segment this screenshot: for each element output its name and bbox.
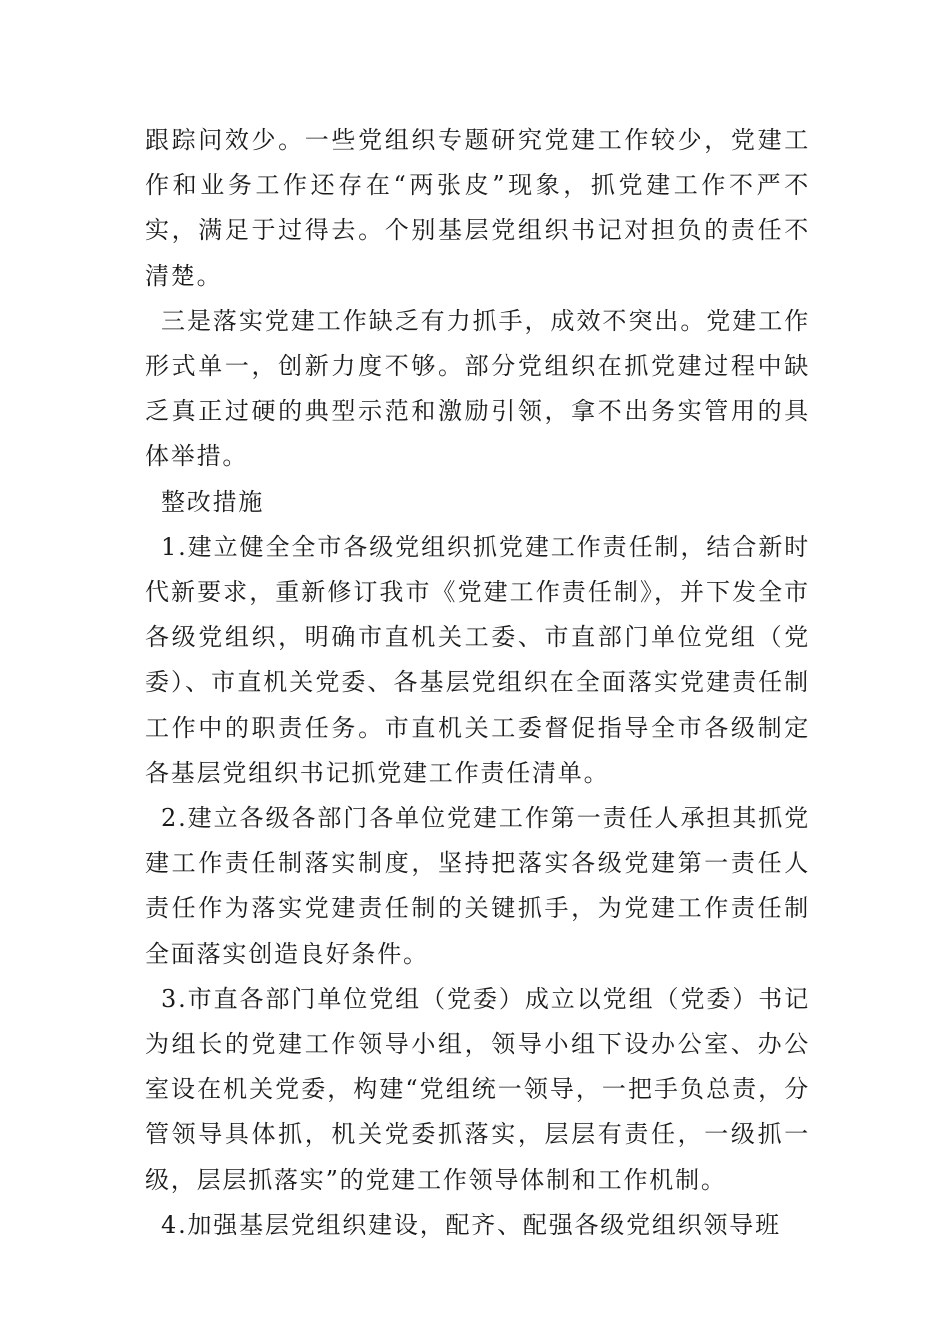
document-body [145, 118, 810, 1248]
measure-item-3: 3.市直各部门单位党组（党委）成立以党组（党委）书记为组长的党建工作领导小组，领导小组下设办公室、办公室设在机关党委，构建“党组统一领导，一把手负总责，分管领导具体抓，机关党委抓落实，层层有责任，一级抓一级，层层抓落实”的党建工作领导体制和工作机制。 [145, 984, 810, 1194]
paragraph-problem-continued: 跟踪问效少。一些党组织专题研究党建工作较少，党建工作和业务工作还存在“两张皮”现象，抓党建工作不严不实，满足于过得去。个别基层党组织书记对担负的责任不清楚。 [145, 126, 810, 290]
section-heading: 整改措施 [161, 487, 265, 516]
measure-item-1: 1.建立健全全市各级党组织抓党建工作责任制，结合新时代新要求，重新修订我市《党建工作责任制》，并下发全市各级党组织，明确市直机关工委、市直部门单位党组（党委）、市直机关党委、各基层党组织在全面落实党建责任制工作中的职责任务。市直机关工委督促指导全市各级制定各基层党组织书记抓党建工作责任清单。 [145, 532, 810, 787]
paragraph-problem-three: 三是落实党建工作缺乏有力抓手，成效不突出。党建工作形式单一，创新力度不够。部分党组织在抓党建过程中缺乏真正过硬的典型示范和激励引领，拿不出务实管用的具体举措。 [145, 306, 810, 471]
measure-item-4: 4.加强基层党组织建设，配齐、配强各级党组织领导班 [161, 1210, 781, 1239]
measure-item-2: 2.建立各级各部门各单位党建工作第一责任人承担其抓党建工作责任制落实制度，坚持把落实各级党建第一责任人责任作为落实党建责任制的关键抓手，为党建工作责任制全面落实创造良好条件。 [145, 804, 810, 968]
